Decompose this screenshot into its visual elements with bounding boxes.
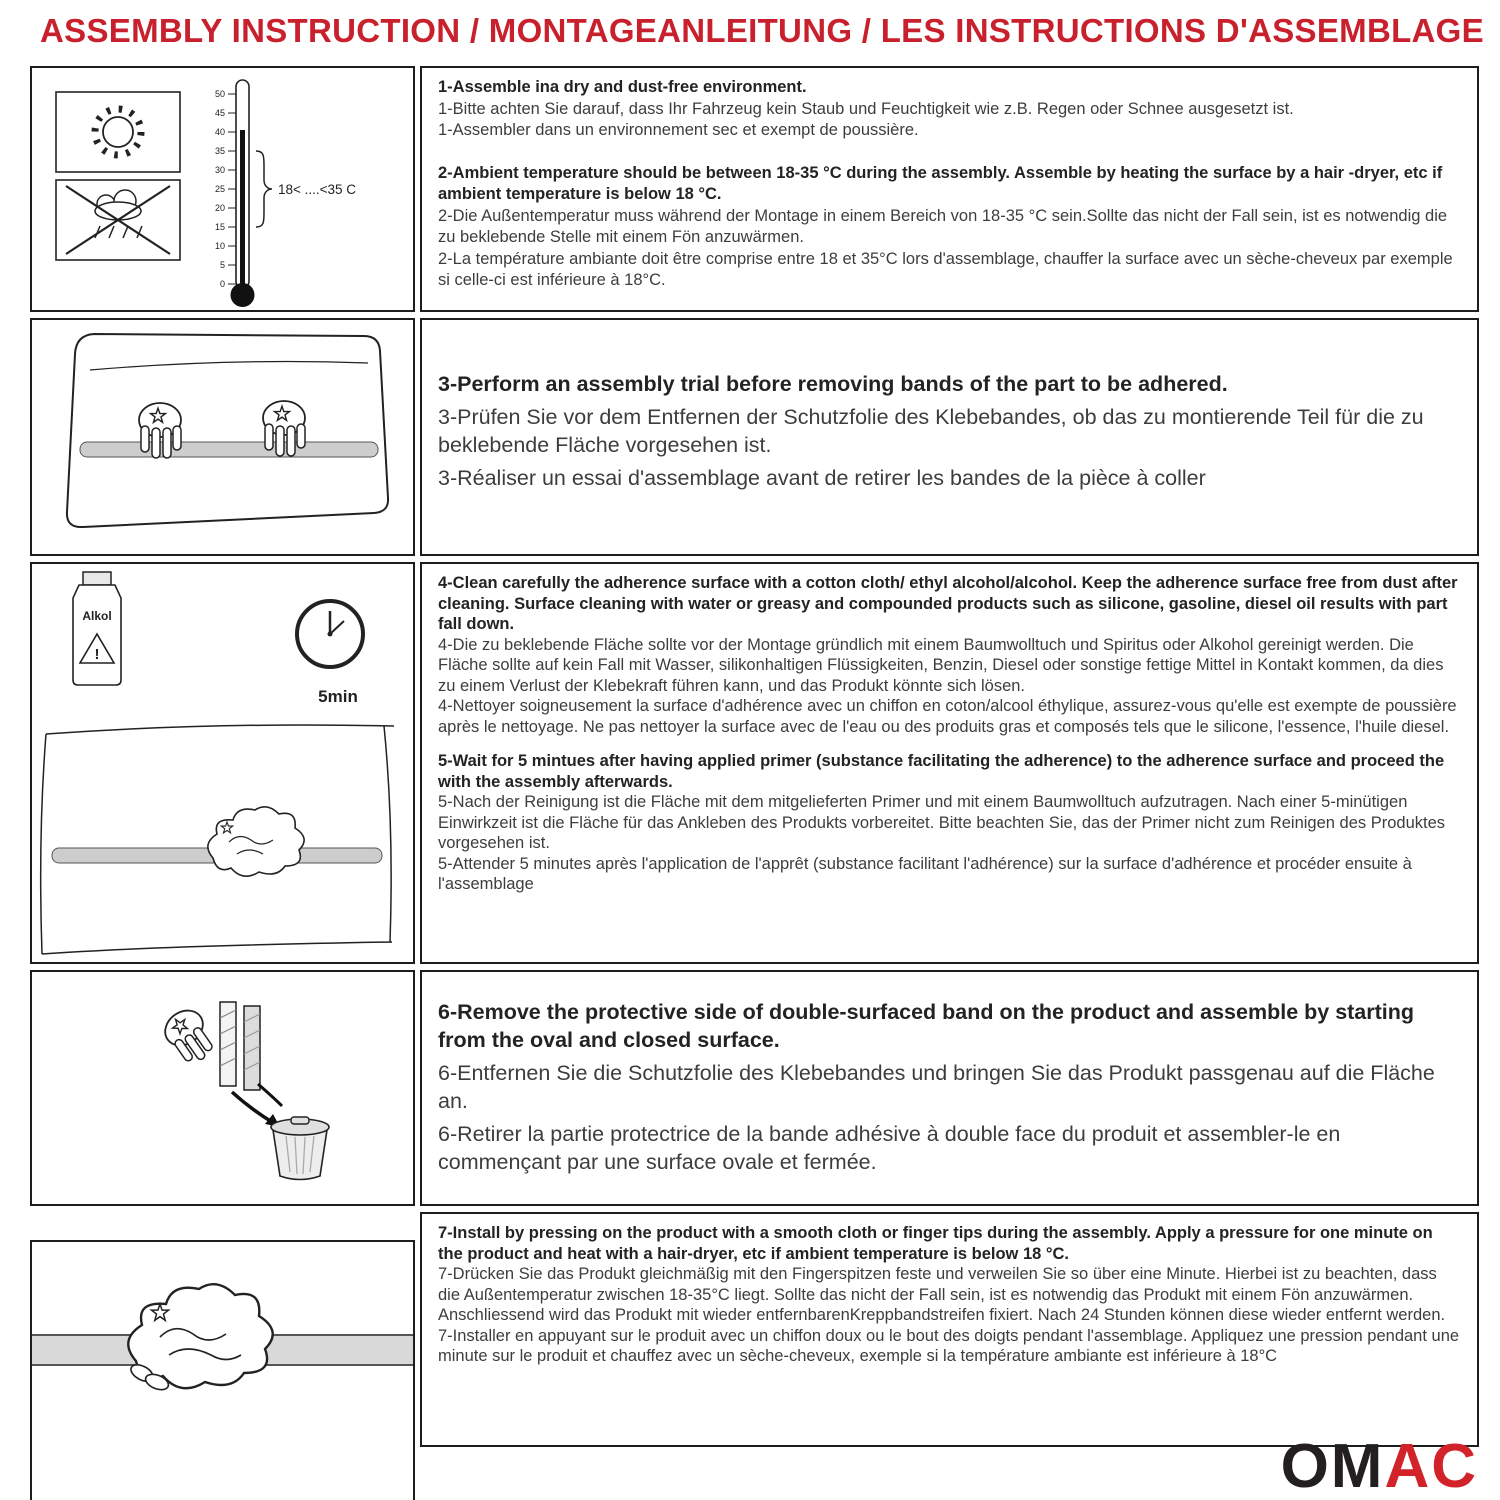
svg-text:15: 15 bbox=[214, 222, 225, 232]
clock-icon bbox=[297, 601, 363, 667]
page-title: ASSEMBLY INSTRUCTION / MONTAGEANLEITUNG / LES INSTRUCTIONS D'ASSEMBLAGE bbox=[40, 12, 1484, 49]
bottle-label: Alkol bbox=[82, 609, 112, 623]
temp-range-label: 18< ....<35 C bbox=[278, 182, 357, 197]
spacer bbox=[438, 737, 1461, 751]
svg-text:35: 35 bbox=[214, 146, 225, 156]
remove-band-illustration bbox=[32, 972, 413, 1204]
step-1-fr: 1-Assembler dans un environnement sec et exempt de poussière. bbox=[438, 121, 919, 139]
step-3-panel bbox=[420, 318, 1479, 556]
thermometer-scale bbox=[215, 89, 225, 289]
range-brace bbox=[256, 151, 272, 227]
environment-illustration bbox=[32, 68, 413, 310]
thermometer-icon bbox=[215, 80, 356, 307]
svg-text:50: 50 bbox=[214, 89, 225, 99]
hand-icon bbox=[158, 1003, 221, 1069]
logo-text-red: AC bbox=[1384, 1432, 1478, 1500]
logo-text-black: OM bbox=[1280, 1432, 1385, 1500]
step-3-fr: 3-Réaliser un essai d'assemblage avant de retirer les bandes de la pièce à coller bbox=[438, 466, 1206, 490]
adhesive-tape-strips bbox=[220, 1002, 260, 1090]
step-3-de: 3-Prüfen Sie vor dem Entfernen der Schutzfolie des Klebebandes, ob das zu montierende Teil für die zu beklebende Fläche vorgesehen ist. bbox=[438, 405, 1424, 457]
step-1-de: 1-Bitte achten Sie darauf, dass Ihr Fahrzeug kein Staub und Feuchtigkeit wie z.B. Regen oder Schnee ausgesetzt ist. bbox=[438, 99, 1294, 118]
assembly-trial-illustration bbox=[32, 320, 413, 554]
svg-text:45: 45 bbox=[214, 108, 225, 118]
clock-duration-label: 5min bbox=[318, 687, 358, 706]
svg-text:30: 30 bbox=[214, 165, 225, 175]
illustration-remove-band bbox=[30, 970, 415, 1206]
svg-text:5: 5 bbox=[219, 260, 225, 270]
step-7-en: 7-Install by pressing on the product with a smooth cloth or finger tips during the assembly. Apply a pressure for one minute on the product and heat with a hair-dryer, etc if ambient temperature is below 18 °C. bbox=[438, 1224, 1433, 1263]
warning-mark: ! bbox=[94, 646, 100, 663]
illustration-assembly-trial bbox=[30, 318, 415, 556]
press-illustration bbox=[32, 1242, 413, 1500]
svg-text:20: 20 bbox=[214, 203, 225, 213]
trim-strip bbox=[80, 442, 378, 457]
sun-box bbox=[56, 92, 180, 172]
omac-logo bbox=[1280, 1432, 1478, 1500]
illustration-press bbox=[30, 1240, 415, 1500]
step-4-5-panel bbox=[420, 562, 1479, 964]
svg-text:40: 40 bbox=[214, 127, 225, 137]
svg-text:25: 25 bbox=[214, 184, 225, 194]
left-hand-icon bbox=[139, 403, 181, 458]
step-3-en: 3-Perform an assembly trial before removing bands of the part to be adhered. bbox=[438, 372, 1228, 396]
step-6-fr: 6-Retirer la partie protectrice de la bande adhésive à double face du produit et assembler-le en commençant par une surface ovale et fermée. bbox=[438, 1122, 1341, 1174]
step-1-en: 1-Assemble ina dry and dust-free environment. bbox=[438, 78, 807, 96]
step-7-fr: 7-Installer en appuyant sur le produit avec un chiffon doux ou le bout des doigts pendant l'assemblage. Appliquez une pression pendant une minute sur le produit et chauffez avec un sèche-cheveux, exemple si la température ambiante est inférieure à 18°C bbox=[438, 1326, 1460, 1365]
spacer bbox=[438, 142, 1461, 163]
illustration-cleaning bbox=[30, 562, 415, 964]
hand-with-cloth-icon bbox=[208, 807, 304, 876]
step-5-en: 5-Wait for 5 mintues after having applied primer (substance facilitating the adherence) to the adherence surface and proceed the with the assembly afterwards. bbox=[438, 752, 1445, 791]
step-5-de: 5-Nach der Reinigung ist die Fläche mit dem mitgelieferten Primer und mit einem Baumwolltuch aufzutragen. Nach einer 5-minütigen Einwirkzeit ist die Fläche für das Ankleben des Produkts vorbereitet. Bitte beachten Sie, das der Primer nicht zum Reinigen des Produktes vorgesehen ist. bbox=[438, 793, 1446, 852]
step-4-de: 4-Die zu beklebende Fläche sollte vor der Montage gründlich mit einem Baumwolltuch und Spiritus oder Alkohol gereinigt werden. Die Fläche sollte auf kein Fall mit Wasser, silikonhaltigen Flüssigkeiten, Benzin, Diesel oder sonstige fettige Mittel in Kontakt kommen, da dies zu einem Verlust der Klebekraft führen kann, und das Produkt könnte sich lösen. bbox=[438, 635, 1444, 695]
step-4-en: 4-Clean carefully the adherence surface with a cotton cloth/ ethyl alcohol/alcohol. Keep the adherence surface free from dust after cleaning. Surface cleaning with water or greasy and compounded products such as silicone, gasoline, diesel oil results with part fall down. bbox=[438, 574, 1458, 633]
hand-with-cloth-icon bbox=[128, 1284, 272, 1393]
svg-text:10: 10 bbox=[214, 241, 225, 251]
step-6-panel bbox=[420, 970, 1479, 1206]
svg-text:0: 0 bbox=[219, 279, 225, 289]
step-4-fr: 4-Nettoyer soigneusement la surface d'adhérence avec un chiffon en coton/alcool éthylique, assurez-vous qu'elle est exempte de poussière après le nettoyage. Ne pas nettoyer la surface avec de l'eau ou des produits gras et composés tels que le silicone, l'essence, l'huile diesel. bbox=[438, 697, 1457, 736]
alcohol-bottle-icon bbox=[73, 572, 121, 685]
illustration-environment bbox=[30, 66, 415, 312]
step-5-fr: 5-Attender 5 minutes après l'application de l'apprêt (substance facilitant l'adhérence) sur la surface d'adhérence et procéder ensuite à l'assemblage bbox=[438, 854, 1412, 893]
step-7-de: 7-Drücken Sie das Produkt gleichmäßig mit den Fingerspitzen feste und verweilen Sie so über eine Minute. Hierbei ist zu beachten, dass die Außentemperatur zwischen 18-35°C liegt. Sollte das nicht der Fall sein, ist es notwendig das Produkt mit einem Fön anzuwärmen. Anschliessend wird das Produkt mit wieder entfernbarenKreppbandstreifen fixiert. Nach 24 Stunden können diese wieder entfernt werden. bbox=[438, 1265, 1446, 1324]
cleaning-illustration bbox=[32, 564, 413, 962]
step-7-panel bbox=[420, 1212, 1479, 1447]
step-2-en: 2-Ambient temperature should be between 18-35 °C during the assembly. Assemble by heating the surface by a hair -dryer, etc if ambient temperature is below 18 °C. bbox=[438, 163, 1443, 203]
right-hand-icon bbox=[263, 401, 305, 456]
step-6-en: 6-Remove the protective side of double-surfaced band on the product and assemble by starting from the oval and closed surface. bbox=[438, 1000, 1415, 1052]
trash-can-icon bbox=[271, 1117, 329, 1180]
step-2-fr: 2-La température ambiante doit être comprise entre 18 et 35°C lors d'assemblage, chauffer la surface avec un sèche-cheveux par exemple si celle-ci est inférieure à 18°C. bbox=[438, 249, 1453, 289]
step-1-2-panel bbox=[420, 66, 1479, 312]
car-panel-sketch bbox=[67, 334, 388, 527]
step-2-de: 2-Die Außentemperatur muss während der Montage in einem Bereich von 18-35 °C sein.Sollte das nicht der Fall sein, ist es notwendig die zu beklebende Stelle mit einem Fön anzuwärmen. bbox=[438, 206, 1448, 246]
step-6-de: 6-Entfernen Sie die Schutzfolie des Klebebandes und bringen Sie das Produkt passgenau auf die Fläche an. bbox=[438, 1061, 1435, 1113]
